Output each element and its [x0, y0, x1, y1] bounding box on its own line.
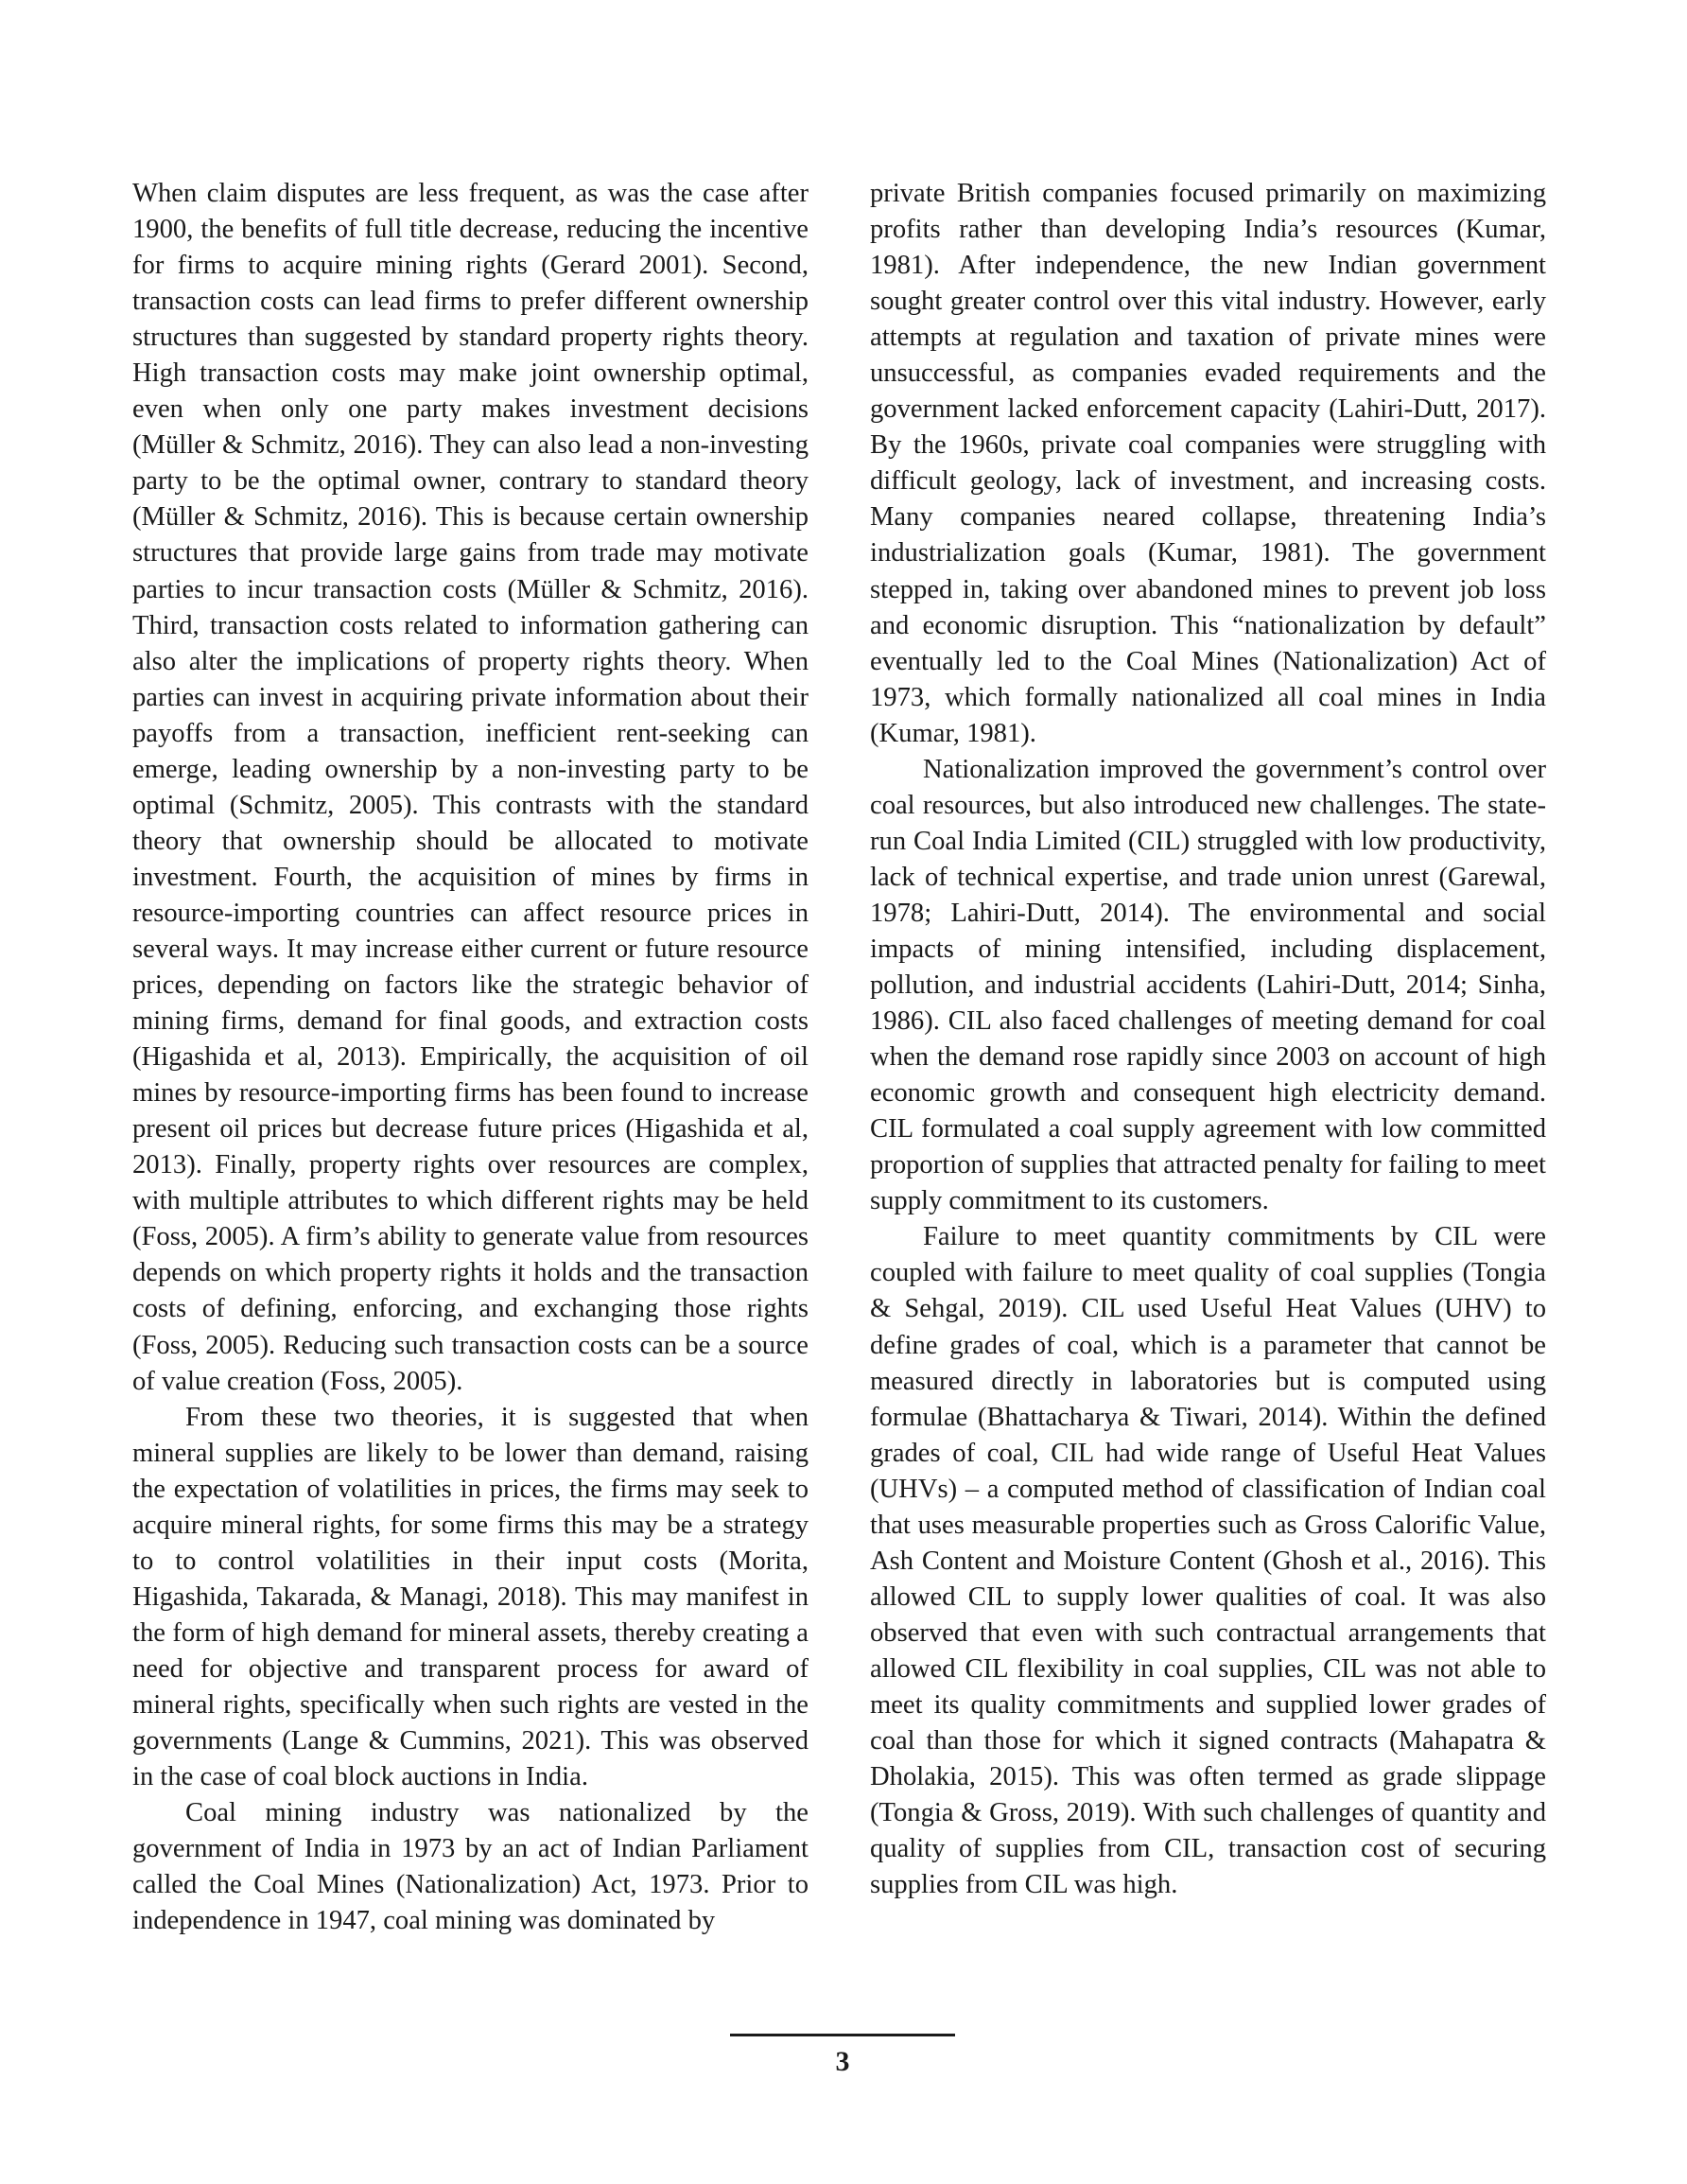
- left-column: [132, 176, 809, 1939]
- page-number: 3: [835, 2046, 850, 2077]
- paragraph-two-theories: From these two theories, it is suggested that when mineral supplies are likely to be lower than demand, raising the expectation of volatilities in prices, the firms may seek to acquire mineral rights, for some firms this may be a strategy to to control volatilities in their input costs (Morita, Higashida, Takarada, & Managi, 2018). This may manifest in the form of high demand for mineral assets, thereby creating a need for objective and transparent process for award of mineral rights, specifically when such rights are vested in the governments (Lange & Cummins, 2021). This was observed in the case of coal block auctions in India.: [132, 1402, 809, 1792]
- paragraph-quality-failure: Failure to meet quantity commitments by CIL were coupled with failure to meet quality of coal supplies (Tongia & Sehgal, 2019). CIL used Useful Heat Values (UHV) to define grades of coal, which is a parameter that cannot be measured directly in laboratories but is computed using formulae (Bhattacharya & Tiwari, 2014). Within the defined grades of coal, CIL had wide range of Useful Heat Values (UHVs) – a computed method of classification of Indian coal that uses measurable properties such as Gross Calorific Value, Ash Content and Moisture Content (Ghosh et al., 2016). This allowed CIL to supply lower qualities of coal. It was also observed that even with such contractual arrangements that allowed CIL flexibility in coal supplies, CIL was not able to meet its quality commitments and supplied lower grades of coal than those for which it signed contracts (Mahapatra & Dholakia, 2015). This was often termed as grade slippage (Tongia & Gross, 2019). With such challenges of quantity and quality of supplies from CIL, transaction cost of securing supplies from CIL was high.: [870, 1222, 1546, 1900]
- right-column: [870, 176, 1546, 1903]
- paragraph-nationalization-challenges: Nationalization improved the government’s control over coal resources, but also introduced new challenges. The state-run Coal India Limited (CIL) struggled with low productivity, lack of technical expertise, and trade union unrest (Garewal, 1978; Lahiri-Dutt, 2014). The environmental and social impacts of mining intensified, including displacement, pollution, and industrial accidents (Lahiri-Dutt, 2014; Sinha, 1986). CIL also faced challenges of meeting demand for coal when the demand rose rapidly since 2003 on account of high economic growth and consequent high electricity demand. CIL formulated a coal supply agreement with low committed proportion of supplies that attracted penalty for failing to meet supply commitment to its customers.: [870, 754, 1546, 1216]
- paragraph-british-companies: private British companies focused primarily on maximizing profits rather than developing India’s resources (Kumar, 1981). After independence, the new Indian government sought greater control over this vital industry. However, early attempts at regulation and taxation of private mines were unsuccessful, as companies evaded requirements and the government lacked enforcement capacity (Lahiri-Dutt, 2017). By the 1960s, private coal companies were struggling with difficult geology, lack of investment, and increasing costs. Many companies neared collapse, threatening India’s industrialization goals (Kumar, 1981). The government stepped in, taking over abandoned mines to prevent job loss and economic disruption. This “nationalization by default” eventually led to the Coal Mines (Nationalization) Act of 1973, which formally nationalized all coal mines in India (Kumar, 1981).: [870, 179, 1546, 748]
- paragraph-coal-nationalization: Coal mining industry was nationalized by the government of India in 1973 by an act of Indian Parliament called the Coal Mines (Nationalization) Act, 1973. Prior to independence in 1947, coal mining was dominated by: [132, 1798, 809, 1936]
- paragraph-transaction-costs: When claim disputes are less frequent, as was the case after 1900, the benefits of full title decrease, reducing the incentive for firms to acquire mining rights (Gerard 2001). Second, transaction costs can lead firms to prefer different ownership structures than suggested by standard property rights theory. High transaction costs may make joint ownership optimal, even when only one party makes investment decisions (Müller & Schmitz, 2016). They can also lead a non-investing party to be the optimal owner, contrary to standard theory (Müller & Schmitz, 2016). This is because certain ownership structures that provide large gains from trade may motivate parties to incur transaction costs (Müller & Schmitz, 2016). Third, transaction costs related to information gathering can also alter the implications of property rights theory. When parties can invest in acquiring private information about their payoffs from a transaction, inefficient rent-seeking can emerge, leading ownership by a non-investing party to be optimal (Schmitz, 2005). This contrasts with the standard theory that ownership should be allocated to motivate investment. Fourth, the acquisition of mines by firms in resource-importing countries can affect resource prices in several ways. It may increase either current or future resource prices, depending on factors like the strategic behavior of mining firms, demand for final goods, and extraction costs (Higashida et al, 2013). Empirically, the acquisition of oil mines by resource-importing firms has been found to increase present oil prices but decrease future prices (Higashida et al, 2013). Finally, property rights over resources are complex, with multiple attributes to which different rights may be held (Foss, 2005). A firm’s ability to generate value from resources depends on which property rights it holds and the transaction costs of defining, enforcing, and exchanging those rights (Foss, 2005). Reducing such transaction costs can be a source of value creation (Foss, 2005).: [132, 179, 809, 1396]
- footer-rule: [730, 2034, 955, 2036]
